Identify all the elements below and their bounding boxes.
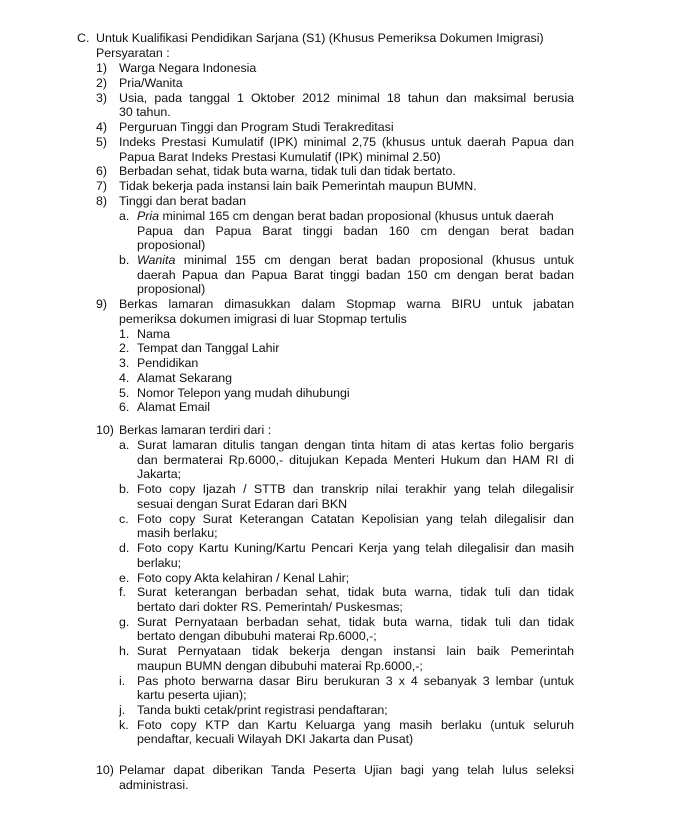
req-text: Pelamar dapat diberikan Tanda Peserta Ujian bagi yang telah lulus seleksi (119, 763, 574, 777)
stopmap-item: Alamat Sekarang (137, 371, 233, 385)
req-text: Tinggi dan berat badan (119, 194, 246, 208)
stopmap-number: 4. (119, 371, 130, 385)
req-number: 3) (96, 91, 108, 105)
sub-letter: b. (119, 482, 130, 496)
sub-letter: b. (119, 253, 130, 267)
sub-text: Surat Pernyataan tidak bekerja dengan instansi lain baik Pemerintah (137, 644, 574, 658)
sub-letter: k. (119, 718, 129, 732)
sub-text: dan bermaterai Rp.6000,- ditujukan Kepada Menteri Hukum dan HAM RI di (137, 453, 574, 467)
sub-letter: j. (119, 703, 126, 717)
section-label: C. (77, 31, 90, 45)
sub-text: sesuai dengan Surat Edaran dari BKN (137, 497, 348, 511)
stopmap-item: Alamat Email (137, 400, 210, 414)
stopmap-number: 6. (119, 400, 130, 414)
sub-text: bertato dengan dibubuhi materai Rp.6000,-; (137, 629, 377, 643)
stopmap-item: Nomor Telepon yang mudah dihubungi (137, 386, 350, 400)
req-text: Tidak bekerja pada instansi lain baik Pemerintah maupun BUMN. (119, 179, 477, 193)
stopmap-item: Tempat dan Tanggal Lahir (137, 341, 280, 355)
sub-text: daerah Papua dan Papua Barat tinggi badan 150 cm dengan berat badan (137, 268, 574, 282)
req-text: Berkas lamaran dimasukkan dalam Stopmap warna BIRU untuk jabatan (119, 297, 574, 311)
sub-text: Pria minimal 165 cm dengan berat badan proposional (khusus untuk daerah (137, 209, 554, 223)
stopmap-item: Pendidikan (137, 356, 199, 370)
sub-text: maupun BUMN dengan dibubuhi materai Rp.6000,-; (137, 659, 423, 673)
req-number: 2) (96, 76, 108, 90)
sub-text: Foto copy Ijazah / STTB dan transkrip nilai terakhir yang telah dilegalisir (137, 482, 574, 496)
sub-letter: a. (119, 209, 130, 223)
stopmap-item: Nama (137, 327, 171, 341)
stopmap-number: 1. (119, 327, 130, 341)
req-number: 8) (96, 194, 108, 208)
req-number: 7) (96, 179, 108, 193)
sub-text: bertato dari dokter RS. Pemerintah/ Puskesmas; (137, 600, 403, 614)
stopmap-number: 2. (119, 341, 130, 355)
sub-text: Tanda bukti cetak/print registrasi pendaftaran; (137, 703, 388, 717)
req-number: 1) (96, 61, 108, 75)
req-number: 5) (96, 135, 108, 149)
req-text: administrasi. (119, 778, 189, 792)
sub-text: Foto copy Surat Keterangan Catatan Kepolisian yang telah dilegalisir dan (137, 512, 574, 526)
req-text: Berbadan sehat, tidak buta warna, tidak tuli dan tidak bertato. (119, 164, 456, 178)
sub-text: Foto copy Akta kelahiran / Kenal Lahir; (137, 571, 350, 585)
sub-letter: h. (119, 644, 130, 658)
req-text: Indeks Prestasi Kumulatif (IPK) minimal 2,75 (khusus untuk daerah Papua dan (119, 135, 574, 149)
sub-letter: e. (119, 571, 130, 585)
sub-text: Wanita minimal 155 cm dengan berat badan proposional (khusus untuk (137, 253, 574, 267)
requirements-heading: Persyaratan : (96, 46, 170, 60)
req-text: Warga Negara Indonesia (119, 61, 257, 75)
sub-text: pendaftar, kecuali Wilayah DKI Jakarta dan Pusat) (137, 732, 414, 746)
sub-text: Jakarta; (137, 467, 182, 481)
sub-text: proposional) (137, 238, 206, 252)
sub-letter: f. (119, 585, 126, 599)
sub-text: berlaku; (137, 556, 182, 570)
sub-text: Pas photo berwarna dasar Biru berukuran 3 x 4 sebanyak 3 lembar (untuk (137, 674, 574, 688)
sub-text: Foto copy Kartu Kuning/Kartu Pencari Kerja yang telah dilegalisir dan masih (137, 541, 574, 555)
req-text: 30 tahun. (119, 105, 171, 119)
req-number: 4) (96, 120, 108, 134)
sub-text: Surat keterangan berbadan sehat, tidak buta warna, tidak tuli dan tidak (137, 585, 574, 599)
section-title: Untuk Kualifikasi Pendidikan Sarjana (S1) (Khusus Pemeriksa Dokumen Imigrasi) (96, 31, 544, 45)
req-text: Pria/Wanita (119, 76, 183, 90)
req-text: Perguruan Tinggi dan Program Studi Terakreditasi (119, 120, 394, 134)
sub-text: Papua dan Papua Barat tinggi badan 160 cm dengan berat badan (137, 224, 574, 238)
sub-text: kartu peserta ujian); (137, 688, 247, 702)
req-number: 6) (96, 164, 108, 178)
stopmap-number: 5. (119, 386, 130, 400)
sub-letter: d. (119, 541, 130, 555)
sub-text: proposional) (137, 282, 206, 296)
sub-letter: g. (119, 615, 130, 629)
sub-text: masih berlaku; (137, 526, 218, 540)
sub-letter: a. (119, 438, 130, 452)
sub-text: Foto copy KTP dan Kartu Keluarga yang masih berlaku (untuk seluruh (137, 718, 574, 732)
sub-letter: i. (119, 674, 126, 688)
req-text: Usia, pada tanggal 1 Oktober 2012 minimal 18 tahun dan maksimal berusia (119, 91, 574, 105)
req-number: 10) (96, 423, 114, 437)
sub-text: Surat lamaran ditulis tangan dengan tinta hitam di atas kertas folio bergaris (137, 438, 574, 452)
req-text: Papua Barat Indeks Prestasi Kumulatif (IPK) minimal 2.50) (119, 150, 441, 164)
req-number: 9) (96, 297, 108, 311)
stopmap-number: 3. (119, 356, 130, 370)
sub-text: Surat Pernyataan berbadan sehat, tidak buta warna, tidak tuli dan tidak (137, 615, 574, 629)
req-text: Berkas lamaran terdiri dari : (119, 423, 272, 437)
req-number: 10) (96, 763, 114, 777)
sub-letter: c. (119, 512, 129, 526)
req-text: pemeriksa dokumen imigrasi di luar Stopmap tertulis (119, 312, 407, 326)
